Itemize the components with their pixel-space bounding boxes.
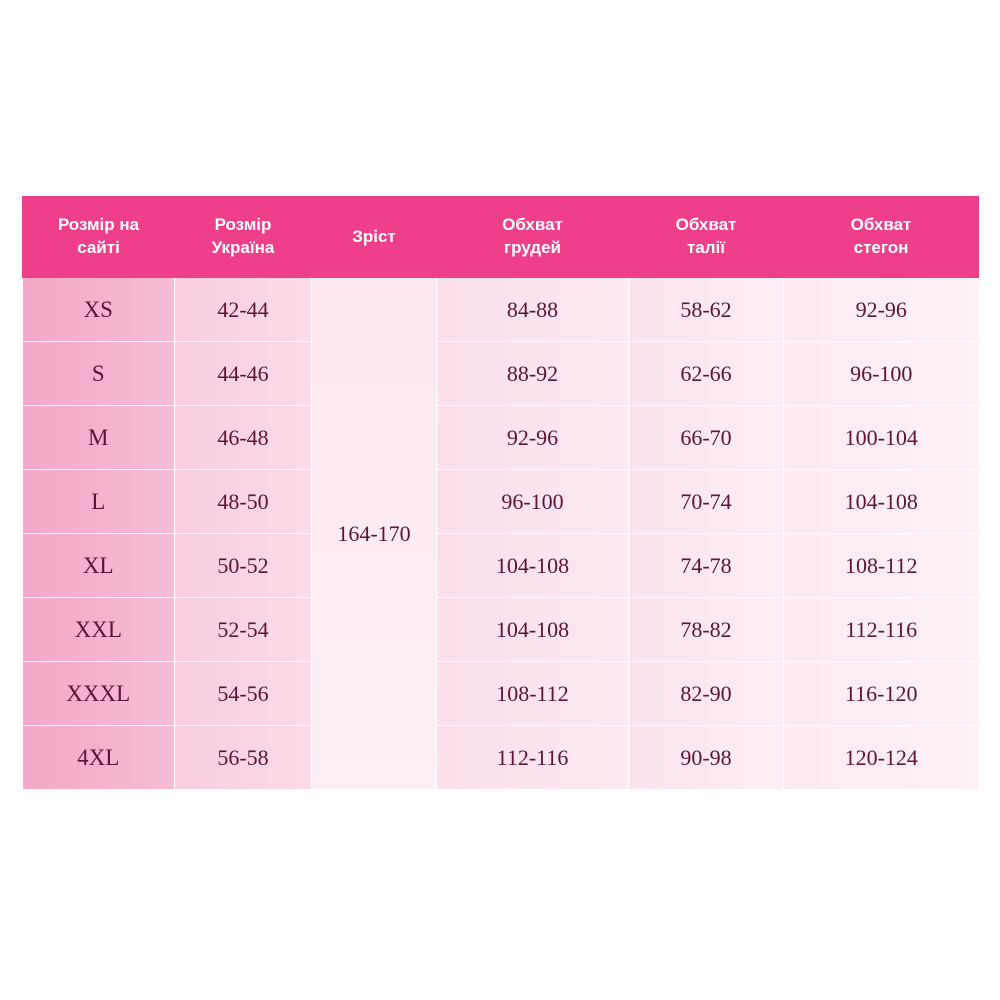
table-row [23, 534, 979, 598]
cell-waist: 74-78 [629, 534, 784, 598]
cell-chest: 108-112 [437, 662, 629, 726]
cell-chest: 104-108 [437, 598, 629, 662]
header-line-2: грудей [504, 238, 561, 257]
column-header-waist [629, 197, 784, 278]
cell-ua-size: 44-46 [175, 342, 312, 406]
cell-chest: 104-108 [437, 534, 629, 598]
column-header-ua-size [175, 197, 312, 278]
cell-site-size: XXL [23, 598, 175, 662]
cell-ua-size: 48-50 [175, 470, 312, 534]
cell-ua-size: 42-44 [175, 278, 312, 342]
cell-hips: 112-116 [784, 598, 979, 662]
cell-height: 164-170 [312, 278, 437, 790]
column-header-hips [784, 197, 979, 278]
cell-hips: 108-112 [784, 534, 979, 598]
header-line-1: Обхват [675, 215, 737, 235]
cell-waist: 58-62 [629, 278, 784, 342]
cell-ua-size: 46-48 [175, 406, 312, 470]
cell-waist: 78-82 [629, 598, 784, 662]
cell-chest: 92-96 [437, 406, 629, 470]
cell-hips: 104-108 [784, 470, 979, 534]
header-line-2: талії [686, 238, 726, 257]
cell-hips: 96-100 [784, 342, 979, 406]
header-row [23, 197, 979, 278]
cell-waist: 62-66 [629, 342, 784, 406]
table-row [23, 726, 979, 790]
cell-ua-size: 50-52 [175, 534, 312, 598]
header-line-2: стегон [853, 238, 909, 257]
header-line-1: Розмір [214, 215, 272, 235]
cell-hips: 100-104 [784, 406, 979, 470]
cell-ua-size: 54-56 [175, 662, 312, 726]
table-row [23, 278, 979, 342]
cell-site-size: L [23, 470, 175, 534]
size-chart-table-wrapper [22, 196, 978, 789]
cell-chest: 84-88 [437, 278, 629, 342]
table-row [23, 406, 979, 470]
cell-waist: 66-70 [629, 406, 784, 470]
cell-hips: 116-120 [784, 662, 979, 726]
header-line-1: Обхват [850, 215, 912, 235]
column-header-site-size [23, 197, 175, 278]
cell-site-size: XS [23, 278, 175, 342]
column-header-height [312, 197, 437, 278]
cell-chest: 112-116 [437, 726, 629, 790]
cell-chest: 88-92 [437, 342, 629, 406]
cell-ua-size: 52-54 [175, 598, 312, 662]
cell-site-size: 4XL [23, 726, 175, 790]
cell-ua-size: 56-58 [175, 726, 312, 790]
cell-site-size: XXXL [23, 662, 175, 726]
cell-chest: 96-100 [437, 470, 629, 534]
column-header-chest [437, 197, 629, 278]
cell-waist: 90-98 [629, 726, 784, 790]
table-row [23, 342, 979, 406]
table-row [23, 598, 979, 662]
cell-site-size: S [23, 342, 175, 406]
header-line-1: Розмір на [57, 215, 140, 235]
table-row [23, 662, 979, 726]
table-row [23, 470, 979, 534]
header-line-1: Обхват [502, 215, 563, 235]
cell-site-size: XL [23, 534, 175, 598]
cell-hips: 120-124 [784, 726, 979, 790]
table-body [23, 278, 979, 790]
cell-hips: 92-96 [784, 278, 979, 342]
table-header [23, 197, 979, 278]
header-line-2: сайті [77, 238, 120, 257]
cell-waist: 70-74 [629, 470, 784, 534]
cell-site-size: M [23, 406, 175, 470]
size-chart-table [22, 196, 979, 789]
cell-waist: 82-90 [629, 662, 784, 726]
header-line-1: Зріст [352, 226, 396, 246]
header-line-2: Україна [211, 238, 275, 257]
